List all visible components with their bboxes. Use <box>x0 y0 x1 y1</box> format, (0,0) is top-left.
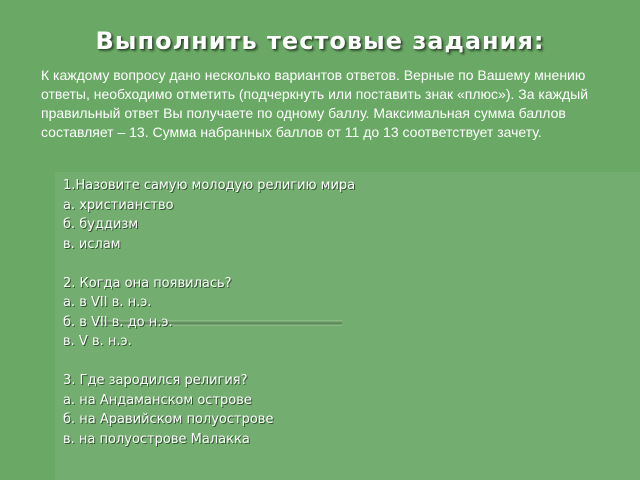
answer-option: в. ислам <box>63 236 121 252</box>
answer-option: а. христианство <box>63 197 174 213</box>
question-block-2 <box>63 274 623 352</box>
answer-option: б. в VII в. до н.э. <box>63 314 173 330</box>
question-block-3 <box>63 371 623 449</box>
instructions-text: К каждому вопросу дано несколько вариантов ответов. Верные по Вашему мнению ответы, необходимо отметить (подчеркнуть или поставить знак «плюс»). За каждый правильный ответ Вы получаете по одному баллу. Максимальная сумма баллов составляет – 13. Сумма набранных баллов от 11 до 13 соответствует зачету. <box>41 67 589 140</box>
answer-option: в. на полуострове Малакка <box>63 431 250 447</box>
question-block-1 <box>63 176 623 254</box>
questions-list <box>63 176 623 469</box>
answer-option: в. V в. н.э. <box>63 334 132 349</box>
answer-option: б. буддизм <box>63 217 139 232</box>
answer-option: б. на Аравийском полуострове <box>63 412 274 427</box>
question-text: 2. Когда она появилась? <box>63 275 232 291</box>
question-text: 3. Где зародился религия? <box>63 373 248 388</box>
slide-title: Выполнить тестовые задания: <box>95 27 545 55</box>
question-text: 1.Назовите самую молодую религию мира <box>63 178 356 193</box>
answer-option: а. в VII в. н.э. <box>63 295 152 310</box>
answer-option: а. на Андаманском острове <box>63 392 252 408</box>
